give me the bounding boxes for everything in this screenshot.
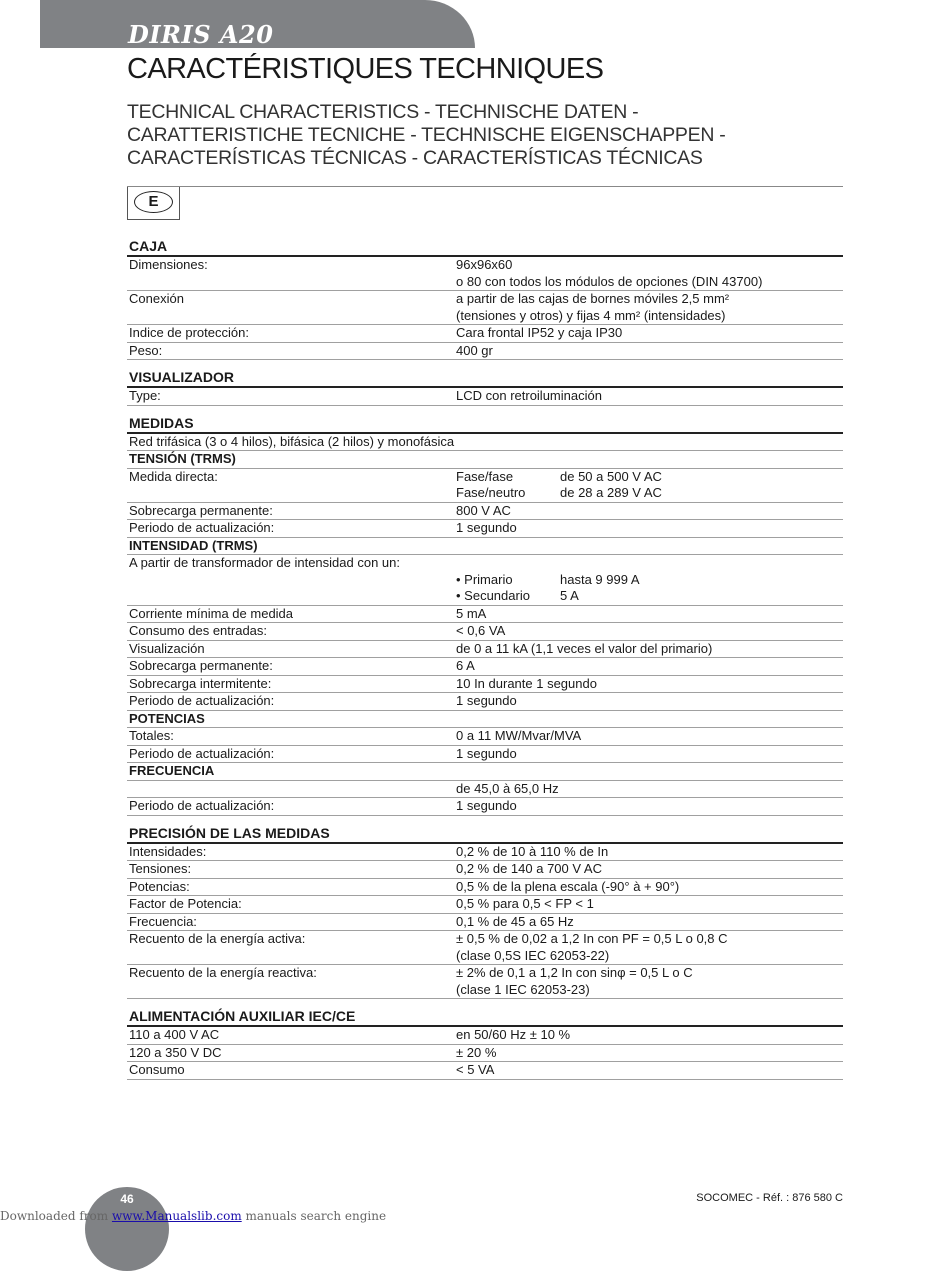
spec-value: 96x96x60	[456, 257, 513, 272]
subtitle-line: CARATTERISTICHE TECNICHE - TECHNISCHE EIGENSCHAPPEN -	[127, 124, 726, 146]
spec-row	[127, 879, 843, 897]
spec-label: Recuento de la energía reactiva:	[129, 965, 317, 980]
spec-value: 800 V AC	[456, 502, 511, 518]
spec-value: (tensiones y otros) y fijas 4 mm² (intensidades)	[456, 307, 726, 323]
spec-value: < 5 VA	[456, 1062, 495, 1077]
spec-values	[456, 896, 843, 913]
subtitle	[127, 101, 725, 170]
download-suffix: manuals search engine	[241, 1209, 387, 1223]
language-badge-box	[127, 187, 180, 220]
section-title: PRECISIÓN DE LAS MEDIDAS	[127, 824, 843, 844]
spec-row	[127, 325, 843, 343]
subtitle-line: CARACTERÍSTICAS TÉCNICAS - CARACTERÍSTICAS TÉCNICAS	[127, 147, 703, 169]
spec-row	[127, 798, 843, 816]
spec-values	[456, 1027, 843, 1044]
spec-value: 0,2 % de 140 a 700 V AC	[456, 861, 602, 876]
spec-values	[456, 1045, 843, 1062]
spec-label: Conexión	[129, 291, 184, 306]
spec-row	[127, 572, 843, 606]
section-intro: Red trifásica (3 o 4 hilos), bifásica (2 hilos) y monofásica	[127, 434, 843, 452]
spec-row	[127, 469, 843, 503]
spec-values	[456, 781, 843, 798]
spec-row	[127, 781, 843, 799]
section-title: VISUALIZADOR	[127, 368, 843, 388]
spec-values	[456, 291, 843, 324]
spec-label: Periodo de actualización:	[129, 745, 275, 761]
spec-sub-label: Fase/fase	[456, 468, 514, 484]
spec-value: LCD con retroiluminación	[456, 388, 602, 403]
page-number: 46	[120, 1192, 134, 1206]
spec-value: o 80 con todos los módulos de opciones (DIN 43700)	[456, 273, 763, 289]
spec-sub-value: hasta 9 999 A	[560, 571, 640, 587]
spec-values	[456, 388, 843, 405]
spec-values	[456, 343, 843, 360]
spec-value: 1 segundo	[456, 693, 517, 708]
spec-row	[127, 1045, 843, 1063]
spec-row	[127, 676, 843, 694]
spec-row	[127, 931, 843, 965]
spec-label: Corriente mínima de medida	[129, 605, 294, 621]
spec-values	[456, 861, 843, 878]
spec-row	[127, 388, 843, 406]
spec-sub-label: • Primario	[456, 571, 513, 587]
spec-row	[127, 746, 843, 764]
spec-label: Potencias:	[129, 878, 190, 894]
spec-row	[127, 606, 843, 624]
spec-label: Totales:	[129, 728, 174, 743]
section-title: MEDIDAS	[127, 414, 843, 434]
document-reference: SOCOMEC - Réf. : 876 580 C	[696, 1192, 843, 1204]
spec-value: (clase 0,5S IEC 62053-22)	[456, 947, 610, 963]
language-badge: E	[134, 191, 173, 213]
spec-value: 6 A	[456, 658, 475, 673]
spec-values	[456, 676, 843, 693]
spec-value: en 50/60 Hz ± 10 %	[456, 1027, 571, 1042]
spec-row	[127, 1062, 843, 1080]
spec-label	[127, 572, 456, 605]
spec-values	[456, 965, 843, 998]
spec-row	[127, 965, 843, 999]
spec-value: ± 0,5 % de 0,02 a 1,2 In con PF = 0,5 L o 0,8 C	[456, 931, 728, 946]
spec-value: 0,5 % de la plena escala (-90° à + 90°)	[456, 878, 680, 894]
section-title: ALIMENTACIÓN AUXILIAR IEC/CE	[127, 1007, 843, 1027]
spec-label: Periodo de actualización:	[129, 798, 275, 813]
group-heading: POTENCIAS	[127, 711, 843, 729]
spec-value: de 0 a 11 kA (1,1 veces el valor del primario)	[456, 640, 713, 656]
spec-row	[127, 693, 843, 711]
spec-sub-label: Fase/neutro	[456, 485, 526, 500]
spec-values	[456, 1062, 843, 1079]
spec-values	[456, 325, 843, 342]
section-gap	[127, 360, 843, 368]
spec-values	[456, 693, 843, 710]
spec-values	[456, 520, 843, 537]
subtitle-line: TECHNICAL CHARACTERISTICS - TECHNISCHE DATEN -	[127, 101, 639, 123]
spec-row	[127, 728, 843, 746]
spec-row	[127, 257, 843, 291]
spec-values	[456, 572, 843, 605]
spec-row	[127, 503, 843, 521]
group-heading: FRECUENCIA	[127, 763, 843, 781]
section-gap	[127, 999, 843, 1007]
spec-values	[456, 257, 843, 290]
spec-sub-value: 5 A	[560, 588, 579, 603]
spec-label: Intensidades:	[129, 843, 207, 859]
spec-sub-value: de 28 a 289 V AC	[560, 485, 662, 500]
spec-row	[127, 1027, 843, 1045]
spec-row	[127, 896, 843, 914]
spec-row	[127, 844, 843, 862]
spec-value: 10 In durante 1 segundo	[456, 675, 597, 691]
spec-label: Sobrecarga permanente:	[129, 502, 273, 518]
spec-row	[127, 520, 843, 538]
spec-table	[127, 237, 843, 1080]
divider	[127, 186, 843, 187]
spec-value-pair	[456, 469, 843, 486]
section-gap	[127, 406, 843, 414]
spec-label: Recuento de la energía activa:	[129, 931, 306, 946]
spec-label: Consumo des entradas:	[129, 623, 268, 638]
spec-label: Medida directa:	[129, 468, 218, 484]
spec-label: 110 a 400 V AC	[129, 1027, 220, 1042]
spec-row	[127, 291, 843, 325]
spec-values	[456, 503, 843, 520]
spec-values	[456, 728, 843, 745]
spec-label: Tensiones:	[129, 861, 192, 876]
download-notice	[0, 1209, 386, 1223]
spec-value: ± 2% de 0,1 a 1,2 In con sinφ = 0,5 L o C	[456, 965, 693, 980]
spec-row	[127, 914, 843, 932]
spec-sub-value: de 50 a 500 V AC	[560, 468, 662, 484]
spec-label: Peso:	[129, 342, 163, 358]
product-name: DIRIS A20	[128, 20, 274, 49]
spec-value: < 0,6 VA	[456, 623, 506, 638]
spec-label: Dimensiones:	[129, 257, 208, 272]
spec-value-pair	[456, 572, 843, 589]
spec-label: Periodo de actualización:	[129, 520, 275, 535]
spec-values	[456, 469, 843, 502]
spec-label: 120 a 350 V DC	[129, 1044, 222, 1060]
spec-value: 5 mA	[456, 605, 487, 621]
spec-values	[456, 623, 843, 640]
page-title: CARACTÉRISTIQUES TECHNIQUES	[127, 53, 604, 85]
spec-values	[456, 931, 843, 964]
spec-values	[456, 641, 843, 658]
spec-value-pair	[456, 588, 843, 605]
spec-values	[456, 658, 843, 675]
spec-values	[456, 746, 843, 763]
spec-row	[127, 623, 843, 641]
spec-value: (clase 1 IEC 62053-23)	[456, 981, 590, 997]
spec-value: a partir de las cajas de bornes móviles 2,5 mm²	[456, 291, 730, 306]
spec-value: 1 segundo	[456, 520, 517, 535]
spec-label: Consumo	[129, 1062, 185, 1077]
spec-label: Sobrecarga intermitente:	[129, 675, 272, 691]
spec-row	[127, 861, 843, 879]
spec-row	[127, 343, 843, 361]
section-gap	[127, 816, 843, 824]
spec-value: de 45,0 à 65,0 Hz	[456, 780, 559, 796]
spec-value: 0,5 % para 0,5 < FP < 1	[456, 896, 594, 911]
spec-value: 0,2 % de 10 à 110 % de In	[456, 843, 609, 859]
spec-values	[456, 606, 843, 623]
spec-label: Sobrecarga permanente:	[129, 658, 273, 673]
spec-value: 0,1 % de 45 a 65 Hz	[456, 913, 574, 929]
spec-value: 0 a 11 MW/Mvar/MVA	[456, 728, 582, 743]
spec-label: Visualización	[129, 640, 205, 656]
spec-value-pair	[456, 485, 843, 502]
spec-label	[127, 781, 456, 798]
spec-values	[456, 798, 843, 815]
spec-values	[456, 914, 843, 931]
spec-values	[456, 844, 843, 861]
spec-value: Cara frontal IP52 y caja IP30	[456, 325, 623, 340]
spec-label: Type:	[129, 388, 161, 403]
spec-sub-label: • Secundario	[456, 588, 530, 603]
spec-value: 1 segundo	[456, 798, 517, 813]
manualslib-link[interactable]: www.Manualslib.com	[111, 1209, 242, 1223]
section-title: CAJA	[127, 237, 843, 257]
spec-row	[127, 641, 843, 659]
spec-row	[127, 658, 843, 676]
spec-value: ± 20 %	[456, 1044, 497, 1060]
spec-values	[456, 879, 843, 896]
spec-value: 400 gr	[456, 342, 493, 358]
group-heading: TENSIÓN (TRMS)	[127, 451, 843, 469]
spec-label: Factor de Potencia:	[129, 896, 242, 911]
group-note: A partir de transformador de intensidad con un:	[129, 555, 400, 570]
spec-label: Indice de protección:	[129, 325, 249, 340]
spec-label: Frecuencia:	[129, 913, 197, 929]
spec-label: Periodo de actualización:	[129, 693, 275, 708]
spec-value: 1 segundo	[456, 745, 517, 761]
group-heading: INTENSIDAD (TRMS)	[127, 538, 843, 556]
download-prefix: Downloaded from	[0, 1209, 109, 1223]
